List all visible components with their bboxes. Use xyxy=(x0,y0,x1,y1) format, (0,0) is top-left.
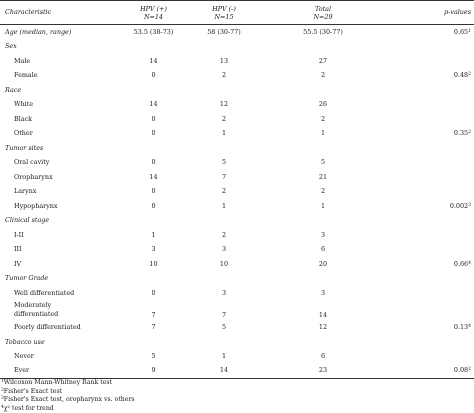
header-hpv-negative xyxy=(189,1,259,25)
header-hpv-positive-n: N=14 xyxy=(118,13,189,21)
cell-hpv-negative: 2 xyxy=(189,228,259,243)
footnote-mark: 2 xyxy=(468,367,471,372)
row-label: Never xyxy=(0,349,118,364)
row-label: Larynx xyxy=(0,184,118,199)
row-label: Female xyxy=(0,68,118,83)
cell-total: 14 xyxy=(259,300,387,320)
cell-hpv-negative: 2 xyxy=(189,112,259,127)
table-row-oral-cavity xyxy=(0,155,474,170)
cell-hpv-negative: 13 xyxy=(189,54,259,69)
cell-p-value xyxy=(387,320,474,335)
header-hpv-negative-n: N=15 xyxy=(189,13,259,21)
row-label: Black xyxy=(0,112,118,127)
cell-hpv-positive: 3 xyxy=(118,242,189,257)
header-hpv-positive xyxy=(118,1,189,25)
cell-total: 2 xyxy=(259,184,387,199)
cell-total: 6 xyxy=(259,242,387,257)
table-row-stage-iii xyxy=(0,242,474,257)
footnote-text: χ² test for trend xyxy=(4,405,54,412)
p-value-number: 0.13 xyxy=(454,323,468,331)
table-section-race xyxy=(0,83,474,98)
table-row-hypopharynx xyxy=(0,199,474,214)
cell-hpv-positive: 10 xyxy=(118,257,189,272)
cell-p-value xyxy=(387,364,474,379)
header-hpv-positive-label: HPV (+) xyxy=(118,5,189,13)
cell-total: 1 xyxy=(259,126,387,141)
cell-hpv-positive: 5 xyxy=(118,349,189,364)
cell-hpv-negative: 2 xyxy=(189,68,259,83)
cell-hpv-negative: 3 xyxy=(189,286,259,301)
cell-p-value xyxy=(387,257,474,272)
row-label: Ever xyxy=(0,364,118,379)
table-row-other xyxy=(0,126,474,141)
header-total-n: N=29 xyxy=(259,13,387,21)
footnote xyxy=(1,396,474,405)
table-section-tumor-grade xyxy=(0,271,474,286)
cell-p-value xyxy=(387,126,474,141)
table-footnotes xyxy=(0,379,474,413)
cell-hpv-positive: 0 xyxy=(118,286,189,301)
p-value-number: 0.08 xyxy=(454,366,468,374)
cell-total: 1 xyxy=(259,199,387,214)
cell-hpv-negative: 58 (30-77) xyxy=(189,25,259,40)
table-row-male xyxy=(0,54,474,69)
footnote xyxy=(1,379,474,388)
table-row-white xyxy=(0,97,474,112)
cell-hpv-negative: 1 xyxy=(189,199,259,214)
cell-hpv-negative: 7 xyxy=(189,300,259,320)
table-header-row xyxy=(0,1,474,25)
header-p-values: p-values xyxy=(387,1,474,25)
cell-total: 23 xyxy=(259,364,387,379)
footnote-mark: 3 xyxy=(468,203,471,208)
row-label: I-II xyxy=(0,228,118,243)
footnote-marker: 1 xyxy=(1,379,4,384)
table-row-well-differentiated xyxy=(0,286,474,301)
section-label: Tumor sites xyxy=(0,141,118,156)
cell-hpv-positive: 1 xyxy=(118,228,189,243)
footnote-mark: 1 xyxy=(468,29,471,34)
table-section-tumor-sites xyxy=(0,141,474,156)
row-label: Male xyxy=(0,54,118,69)
footnote-marker: 3 xyxy=(1,396,4,401)
footnote-marker: 4 xyxy=(1,405,4,410)
cell-hpv-positive: 14 xyxy=(118,170,189,185)
table-row-age xyxy=(0,25,474,40)
cell-hpv-positive: 0 xyxy=(118,68,189,83)
cell-hpv-positive: 14 xyxy=(118,54,189,69)
section-label: Clinical stage xyxy=(0,213,118,228)
table-row-oropharynx xyxy=(0,170,474,185)
table-section-sex xyxy=(0,39,474,54)
table-row-moderately-differentiated xyxy=(0,300,474,320)
cell-total: 5 xyxy=(259,155,387,170)
section-label: Race xyxy=(0,83,118,98)
cell-hpv-positive: 0 xyxy=(118,155,189,170)
header-hpv-negative-label: HPV (-) xyxy=(189,5,259,13)
footnote xyxy=(1,388,474,397)
cell-hpv-negative: 1 xyxy=(189,349,259,364)
cell-total: 55.5 (30-77) xyxy=(259,25,387,40)
cell-total: 3 xyxy=(259,228,387,243)
cell-p-value xyxy=(387,199,474,214)
cell-hpv-negative: 14 xyxy=(189,364,259,379)
cell-hpv-negative: 1 xyxy=(189,126,259,141)
row-label: Other xyxy=(0,126,118,141)
table-row-stage-i-ii xyxy=(0,228,474,243)
cell-hpv-positive: 0 xyxy=(118,199,189,214)
cell-total: 27 xyxy=(259,54,387,69)
header-total-label: Total xyxy=(259,5,387,13)
row-label: Oropharynx xyxy=(0,170,118,185)
table-row-larynx xyxy=(0,184,474,199)
cell-hpv-negative: 2 xyxy=(189,184,259,199)
cell-hpv-positive: 0 xyxy=(118,126,189,141)
section-label: Sex xyxy=(0,39,118,54)
footnote-text: Wilcoxon Mann-Whitney Rank test xyxy=(4,379,112,386)
table-row-stage-iv xyxy=(0,257,474,272)
cell-hpv-positive: 7 xyxy=(118,320,189,335)
footnote-mark: 4 xyxy=(468,324,471,329)
p-value-number: 0.002 xyxy=(450,202,468,210)
p-value-number: 0.66 xyxy=(454,260,468,268)
table-row-poorly-differentiated xyxy=(0,320,474,335)
header-characteristic: Characteristic xyxy=(0,1,118,25)
section-label: Tumor Grade xyxy=(0,271,118,286)
cell-hpv-negative: 3 xyxy=(189,242,259,257)
cell-total: 12 xyxy=(259,320,387,335)
cell-total: 6 xyxy=(259,349,387,364)
table-section-tobacco-use xyxy=(0,335,474,350)
row-label: IV xyxy=(0,257,118,272)
cell-hpv-positive: 53.5 (38-73) xyxy=(118,25,189,40)
row-label: Well differentiated xyxy=(0,286,118,301)
cell-total: 21 xyxy=(259,170,387,185)
cell-hpv-positive: 0 xyxy=(118,184,189,199)
cell-p-value xyxy=(387,25,474,40)
row-label: III xyxy=(0,242,118,257)
cell-total: 26 xyxy=(259,97,387,112)
p-value-number: 0.65 xyxy=(454,28,468,36)
row-label-line-2: differentiated xyxy=(14,310,118,319)
footnote-mark: 2 xyxy=(468,72,471,77)
header-total xyxy=(259,1,387,25)
footnote-text: Fisher's Exact test xyxy=(4,388,62,395)
footnote-marker: 2 xyxy=(1,388,4,393)
table-row-never xyxy=(0,349,474,364)
cell-total: 2 xyxy=(259,68,387,83)
cell-total: 3 xyxy=(259,286,387,301)
footnote-mark: 2 xyxy=(468,130,471,135)
cell-hpv-negative: 10 xyxy=(189,257,259,272)
row-label: White xyxy=(0,97,118,112)
p-value-number: 0.35 xyxy=(454,129,468,137)
row-label-line-1: Moderately xyxy=(14,301,118,310)
footnote-mark: 4 xyxy=(468,261,471,266)
row-label: Poorly differentiated xyxy=(0,320,118,335)
row-label: Oral cavity xyxy=(0,155,118,170)
table-row-black xyxy=(0,112,474,127)
row-label xyxy=(0,300,118,320)
cell-hpv-positive: 9 xyxy=(118,364,189,379)
cell-hpv-negative: 5 xyxy=(189,155,259,170)
cell-hpv-negative: 5 xyxy=(189,320,259,335)
cell-hpv-positive: 7 xyxy=(118,300,189,320)
cell-hpv-positive: 14 xyxy=(118,97,189,112)
cell-hpv-negative: 12 xyxy=(189,97,259,112)
cell-total: 20 xyxy=(259,257,387,272)
section-label: Tobacco use xyxy=(0,335,118,350)
cell-total: 2 xyxy=(259,112,387,127)
table-row-ever xyxy=(0,364,474,379)
row-label: Age (median, range) xyxy=(0,25,118,40)
row-label: Hypopharynx xyxy=(0,199,118,214)
cell-hpv-positive: 0 xyxy=(118,112,189,127)
footnote-text: Fisher's Exact test, oropharynx vs. others xyxy=(4,396,135,403)
table-section-clinical-stage xyxy=(0,213,474,228)
table-row-female xyxy=(0,68,474,83)
p-value-number: 0.48 xyxy=(454,71,468,79)
cell-hpv-negative: 7 xyxy=(189,170,259,185)
cell-p-value xyxy=(387,68,474,83)
